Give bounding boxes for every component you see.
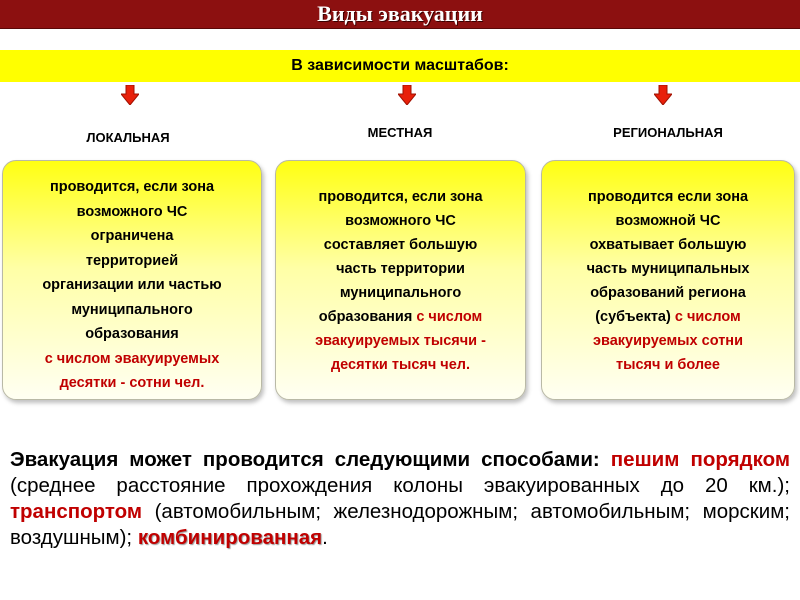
method-transport-note: (автомобильным; железнодорожным; автомобильным; морским; воздушным); — [10, 500, 790, 549]
card-line: возможного ЧС — [76, 203, 188, 220]
page-title: Виды эвакуации — [317, 1, 483, 26]
card-line: возможной ЧС — [615, 213, 721, 229]
card-line: муниципального — [71, 301, 193, 318]
card-line: охватывает большую — [589, 237, 747, 253]
card-text-red: с числом — [416, 309, 483, 325]
card-text-black: (субъекта) — [595, 309, 675, 325]
method-combined: комбинированная — [137, 526, 323, 549]
card-line: проводится, если зона — [49, 179, 215, 195]
card-line-mixed — [542, 305, 794, 329]
method-on-foot: пешим порядком — [610, 448, 791, 471]
card-local — [2, 160, 262, 400]
card-regional-text — [542, 185, 794, 377]
card-line: возможного ЧС — [345, 213, 456, 229]
card-line-highlight: с числом эвакуируемых — [44, 350, 220, 367]
card-line: образований региона — [590, 285, 746, 301]
methods-intro: Эвакуация может проводится следующими способами: — [10, 448, 600, 471]
down-arrow-icon — [654, 85, 672, 105]
method-transport: транспортом — [10, 500, 143, 523]
card-line-highlight: эвакуируемых сотни — [593, 333, 743, 349]
column-label-regional: РЕГИОНАЛЬНАЯ — [613, 125, 723, 140]
card-line-highlight: тысяч и более — [616, 357, 720, 373]
card-line-highlight: десятки - сотни чел. — [59, 375, 205, 391]
card-municipal-text — [276, 185, 525, 377]
card-local-text — [3, 175, 261, 396]
card-municipal — [275, 160, 526, 400]
down-arrow-icon — [398, 85, 416, 105]
card-line: территорией — [85, 252, 179, 269]
card-text-red: с числом — [674, 309, 741, 325]
method-on-foot-note: (среднее расстояние прохождения колоны эвакуированных до 20 км.); — [10, 474, 790, 497]
card-text-black: образования — [318, 309, 417, 325]
card-line: проводится если зона — [587, 189, 749, 205]
down-arrow-icon — [121, 85, 139, 105]
card-line: муниципального — [339, 285, 462, 301]
card-line: часть территории — [336, 261, 465, 277]
card-line: проводится, если зона — [318, 189, 483, 205]
card-line: часть муниципальных — [586, 261, 750, 277]
card-line: организации или частью — [42, 277, 222, 293]
card-line: составляет большую — [323, 237, 478, 253]
evacuation-methods-paragraph — [10, 447, 790, 551]
column-label-municipal: МЕСТНАЯ — [367, 125, 433, 140]
card-line: образования — [85, 326, 179, 342]
card-line-highlight: эвакуируемых тысячи - — [315, 333, 486, 349]
paragraph-end: . — [322, 526, 328, 549]
column-label-local: ЛОКАЛЬНАЯ — [86, 130, 170, 145]
card-line-highlight: десятки тысяч чел. — [330, 357, 471, 373]
subtitle: В зависимости масштабов: — [291, 57, 509, 74]
card-regional — [541, 160, 795, 400]
card-line-mixed — [276, 305, 525, 329]
card-line: ограничена — [90, 228, 174, 244]
